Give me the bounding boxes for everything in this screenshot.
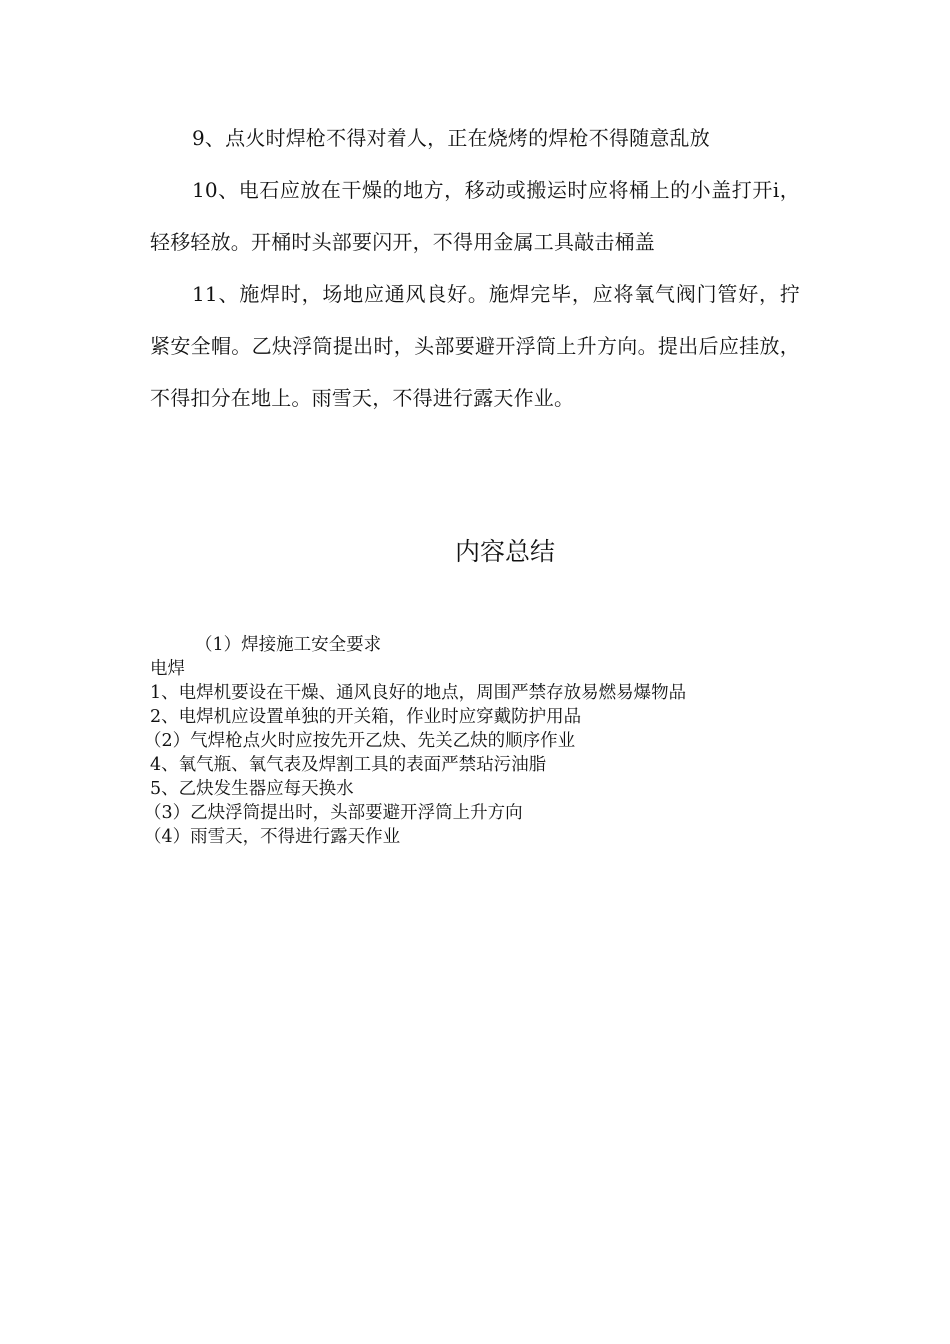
- paragraph-10: 10、电石应放在干燥的地方，移动或搬运时应将桶上的小盖打开i，轻移轻放。开桶时头部要闪开，不得用金属工具敲击桶盖: [150, 178, 800, 254]
- summary-title: 内容总结: [454, 537, 555, 566]
- paragraph-9: 9、点火时焊枪不得对着人，正在烧烤的焊枪不得随意乱放: [192, 126, 710, 150]
- summary-section: [144, 633, 830, 849]
- summary-line: 4、氧气瓶、氧气表及焊割工具的表面严禁玷污油脂: [150, 755, 547, 775]
- summary-line: （4）雨雪天，不得进行露天作业: [144, 827, 401, 847]
- body-section: [150, 112, 800, 424]
- summary-line: （1）焊接施工安全要求: [195, 635, 382, 655]
- summary-line: （2）气焊枪点火时应按先开乙炔、先关乙炔的顺序作业: [144, 731, 576, 751]
- summary-line: 1、电焊机要设在干燥、通风良好的地点，周围严禁存放易燃易爆物品: [150, 683, 687, 703]
- summary-line: 2、电焊机应设置单独的开关箱，作业时应穿戴防护用品: [150, 707, 582, 727]
- summary-line: 5、乙炔发生器应每天换水: [150, 779, 354, 799]
- summary-line: （3）乙炔浮筒提出时，头部要避开浮筒上升方向: [144, 803, 523, 823]
- paragraph-11: 11、施焊时，场地应通风良好。施焊完毕，应将氧气阀门管好，拧紧安全帽。乙炔浮筒提出时，头部要避开浮筒上升方向。提出后应挂放，不得扣分在地上。雨雪天，不得进行露天作业。: [150, 282, 800, 410]
- summary-line: 电焊: [150, 659, 185, 679]
